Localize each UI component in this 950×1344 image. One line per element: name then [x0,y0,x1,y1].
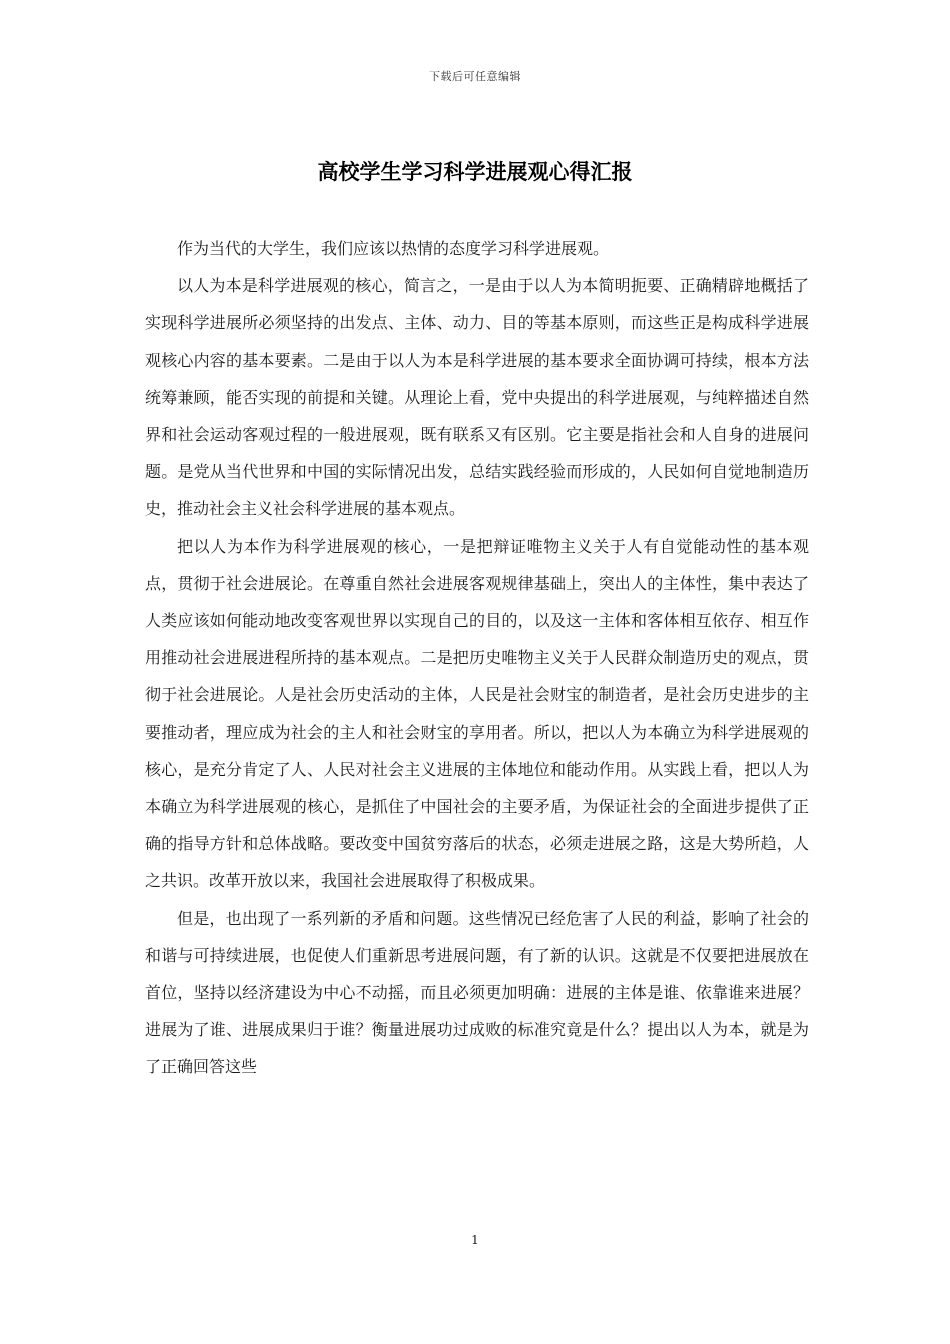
paragraph: 以人为本是科学进展观的核心，简言之，一是由于以人为本简明扼要、正确精辟地概括了实现科学进展所必须坚持的出发点、主体、动力、目的等基本原则，而这些正是构成科学进展观核心内容的基本要素。二是由于以人为本是科学进展的基本要求全面协调可持续，根本方法统筹兼顾，能否实现的前提和关键。从理论上看，党中央提出的科学进展观，与纯粹描述自然界和社会运动客观过程的一般进展观，既有联系又有区别。它主要是指社会和人自身的进展问题。是党从当代世界和中国的实际情况出发，总结实践经验而形成的，人民如何自觉地制造历史，推动社会主义社会科学进展的基本观点。 [145,276,809,519]
paragraph: 把以人为本作为科学进展观的核心，一是把辩证唯物主义关于人有自觉能动性的基本观点，贯彻于社会进展论。在尊重自然社会进展客观规律基础上，突出人的主体性，集中表达了人类应该如何能动地改变客观世界以实现自己的目的，以及这一主体和客体相互依存、相互作用推动社会进展进程所持的基本观点。二是把历史唯物主义关于人民群众制造历史的观点，贯彻于社会进展论。人是社会历史活动的主体，人民是社会财宝的制造者，是社会历史进步的主要推动者，理应成为社会的主人和社会财宝的享用者。所以，把以人为本确立为科学进展观的核心，是充分肯定了人、人民对社会主义进展的主体地位和能动作用。从实践上看，把以人为本确立为科学进展观的核心，是抓住了中国社会的主要矛盾，为保证社会的全面进步提供了正确的指导方针和总体战略。要改变中国贫穷落后的状态，必须走进展之路，这是大势所趋，人之共识。改革开放以来，我国社会进展取得了积极成果。 [145,536,809,891]
paragraph: 但是，也出现了一系列新的矛盾和问题。这些情况已经危害了人民的利益，影响了社会的和谐与可持续进展，也促使人们重新思考进展问题，有了新的认识。这就是不仅要把进展放在首位，坚持以经济建设为中心不动摇，而且必须更加明确：进展的主体是谁、依靠谁来进展？进展为了谁、进展成果归于谁？衡量进展功过成败的标准究竟是什么？提出以人为本，就是为了正确回答这些 [145,908,809,1077]
page-header: 下载后可任意编辑 [429,70,521,83]
paragraph: 作为当代的大学生，我们应该以热情的态度学习科学进展观。 [177,239,610,258]
page-number: 1 [471,1233,479,1247]
document-title: 高校学生学习科学进展观心得汇报 [317,159,633,184]
document-body [145,230,809,1086]
